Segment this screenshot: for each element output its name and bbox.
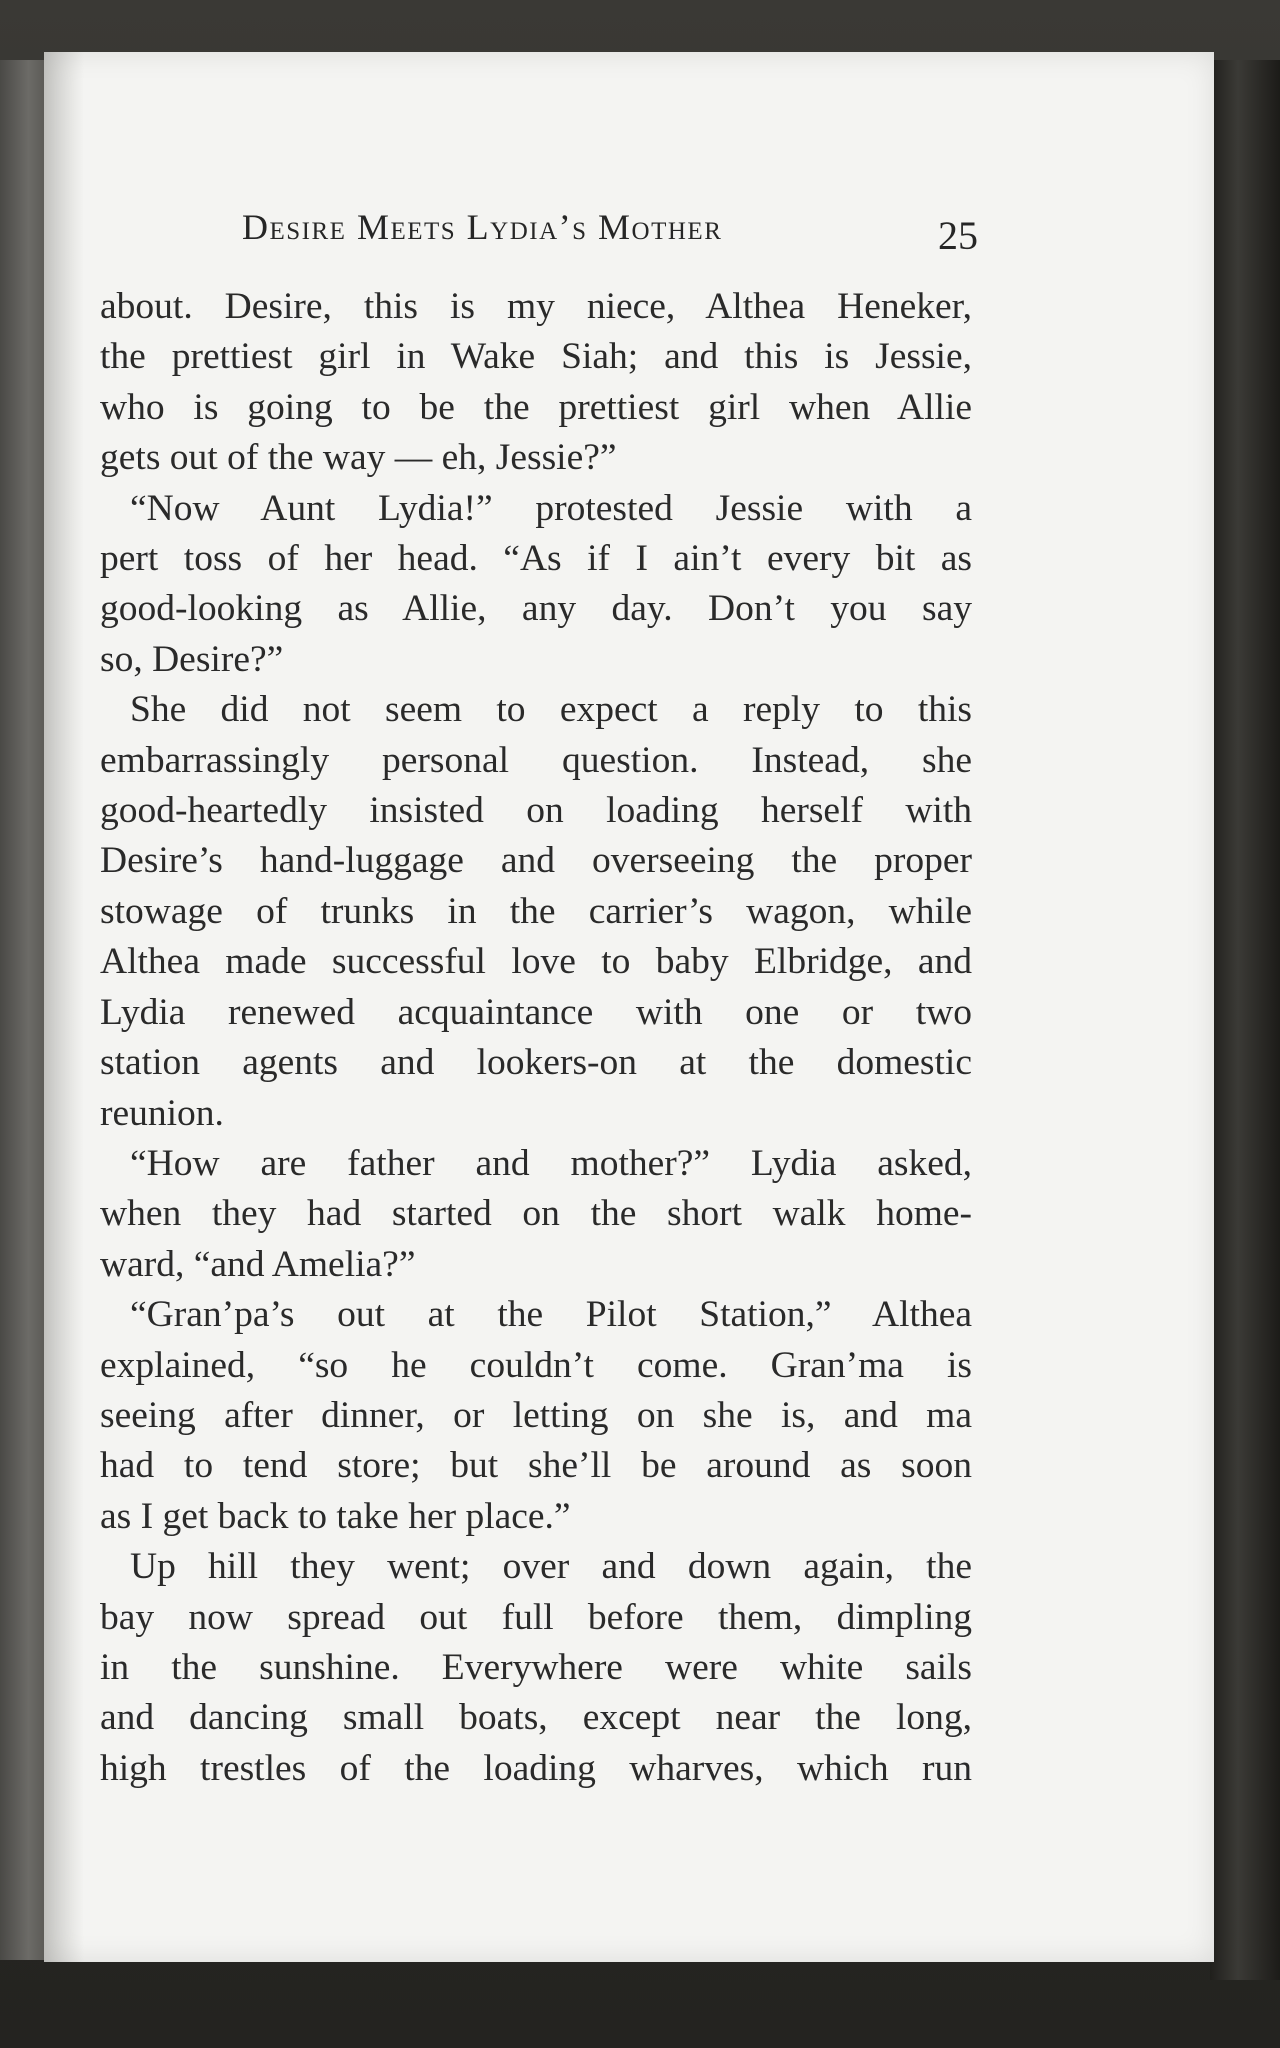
text-line: good-heartedly insisted on loading herself with — [100, 790, 972, 832]
text-line: seeing after dinner, or letting on she is, and ma — [100, 1394, 972, 1436]
text-line: had to tend store; but she’ll be around as soon — [100, 1445, 972, 1487]
text-line: “Gran’pa’s out at the Pilot Station,” Althea — [130, 1294, 972, 1336]
text-line: “How are father and mother?” Lydia asked, — [130, 1142, 972, 1184]
text-line: Althea made successful love to baby Elbridge, and — [100, 941, 972, 983]
text-line: Up hill they went; over and down again, the — [130, 1546, 972, 1588]
text-line: the prettiest girl in Wake Siah; and this is Jessie, — [100, 336, 972, 378]
page-number: 25 — [938, 213, 978, 258]
text-line: high trestles of the loading wharves, which run — [100, 1747, 972, 1789]
text-line: pert toss of her head. “As if I ain’t every bit as — [100, 538, 972, 580]
text-line: “Now Aunt Lydia!” protested Jessie with a — [130, 487, 972, 529]
text-line: embarrassingly personal question. Instead, she — [100, 739, 972, 781]
text-line: so, Desire?” — [100, 638, 284, 680]
body-text — [100, 282, 972, 1794]
running-head — [200, 152, 1020, 258]
text-line: Lydia renewed acquaintance with one or two — [100, 991, 972, 1033]
text-line: She did not seem to expect a reply to this — [130, 689, 972, 731]
text-line: ward, “and Amelia?” — [100, 1243, 416, 1285]
text-line: gets out of the way — eh, Jessie?” — [100, 437, 617, 479]
paragraph — [100, 1290, 972, 1542]
text-line: stowage of trunks in the carrier’s wagon, while — [100, 890, 972, 932]
text-line: bay now spread out full before them, dimpling — [100, 1596, 972, 1638]
running-title: Desire Meets Lydia’s Mother — [242, 207, 723, 247]
paragraph — [100, 685, 972, 1139]
paragraph — [100, 282, 972, 484]
text-line: Desire’s hand-luggage and overseeing the proper — [100, 840, 972, 882]
text-line: when they had started on the short walk home- — [100, 1193, 972, 1235]
text-line: in the sunshine. Everywhere were white sails — [100, 1646, 972, 1688]
paragraph — [100, 1542, 972, 1794]
text-line: good-looking as Allie, any day. Don’t you say — [100, 588, 972, 630]
paragraph — [100, 1139, 972, 1290]
text-line: reunion. — [100, 1092, 224, 1134]
text-line: station agents and lookers-on at the domestic — [100, 1042, 972, 1084]
text-line: who is going to be the prettiest girl when Allie — [100, 386, 972, 428]
text-line: about. Desire, this is my niece, Althea Heneker, — [100, 286, 972, 327]
text-line: explained, “so he couldn’t come. Gran’ma is — [100, 1344, 972, 1386]
text-line: and dancing small boats, except near the long, — [100, 1697, 972, 1739]
gutter-shadow — [44, 52, 84, 1962]
paragraph — [100, 484, 972, 686]
book-cover-right-edge — [1210, 60, 1280, 1980]
text-line: as I get back to take her place.” — [100, 1495, 571, 1537]
